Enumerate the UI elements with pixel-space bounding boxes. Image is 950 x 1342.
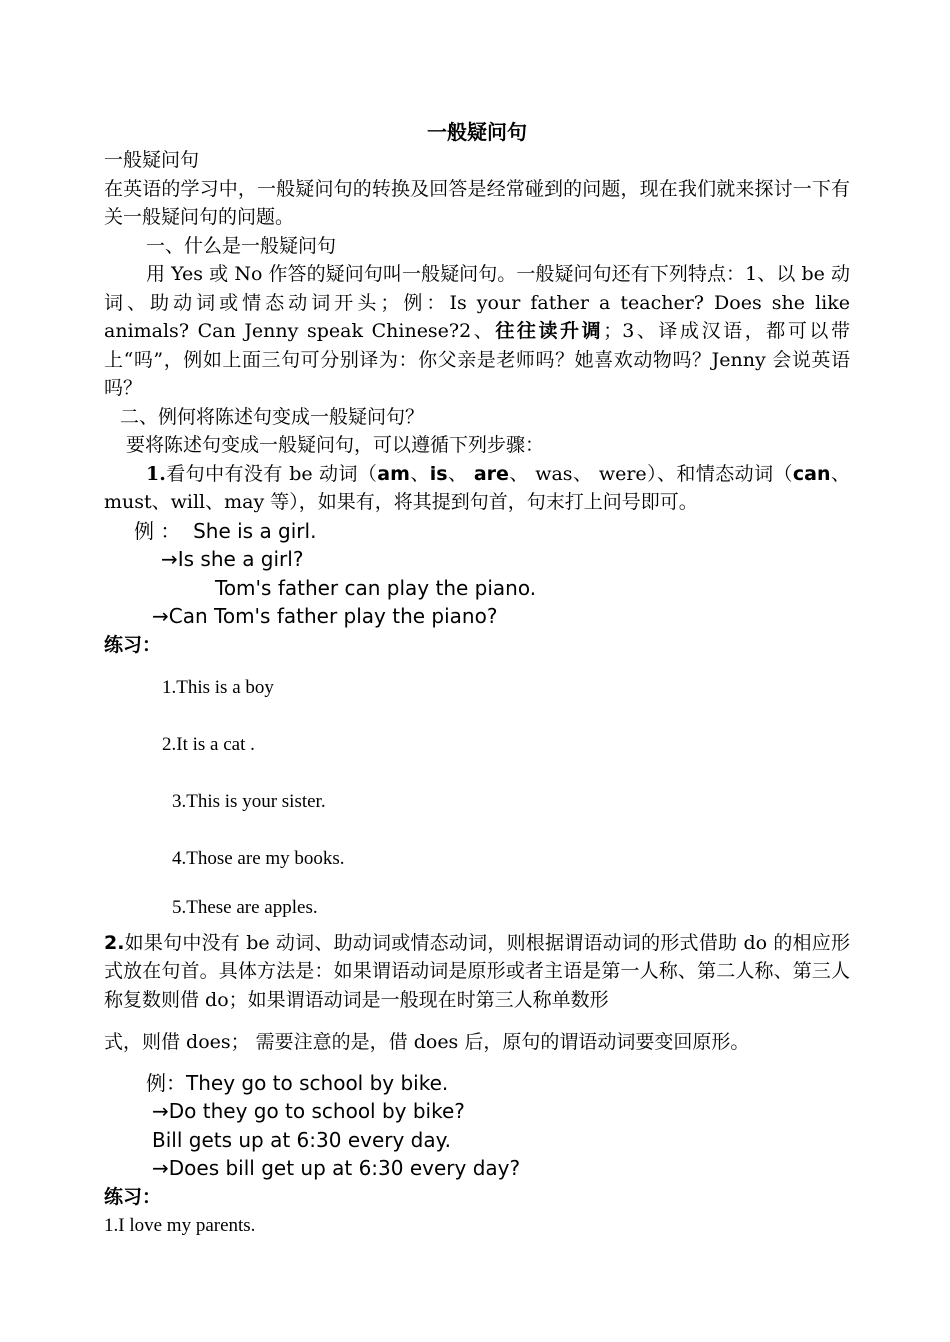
example1-statement-2: Tom's father can play the piano. bbox=[215, 575, 537, 600]
example1-question-2: →Can Tom's father play the piano? bbox=[152, 604, 498, 628]
practice1-item: 3.This is your sister. bbox=[172, 790, 326, 812]
rule1-can: can bbox=[792, 462, 831, 485]
rule2-text-a: 如果句中没有 be 动词、助动词或情态动词，则根据谓语动词的形式借助 do 的相应形式放在句首。具体方法是：如果谓语动词是原形或者主语是第一人称、第二人称、第三人称复数则借 do；如果谓语动词是一般现在时第三人称单数形 bbox=[104, 931, 850, 1011]
rule2-paragraph bbox=[104, 929, 850, 1015]
rule1-number: 1. bbox=[146, 462, 166, 485]
practice2-item: 1.I love my parents. bbox=[104, 1214, 256, 1236]
section1-text-a: 用 Yes 或 No 作答的疑问句叫一般疑问句。一般疑问句还有下列特点：1、以 be 动词、助动词或情态动词开头；例：Is your father a teacher? Does she like animals? Can Jenny speak Chinese?2、 bbox=[104, 263, 850, 342]
section2-lead: 要将陈述句变成一般疑问句，可以遵循下列步骤： bbox=[126, 434, 545, 456]
example2-s1: They go to school by bike. bbox=[186, 1070, 449, 1095]
rule1-text-3: 、must、will、may 等），如果有，将其提到句首，句末打上问号即可。 bbox=[104, 462, 850, 513]
practice1-item: 1.This is a boy bbox=[162, 676, 274, 698]
practice1-item: 4.Those are my books. bbox=[172, 847, 345, 869]
example1-statement-1 bbox=[104, 517, 850, 546]
rule1-sep-1: 、 bbox=[409, 462, 430, 485]
practice1-item: 2.It is a cat . bbox=[162, 733, 255, 755]
section2-heading: 二、例何将陈述句变成一般疑问句？ bbox=[120, 405, 425, 428]
rule1-are: are bbox=[473, 462, 509, 485]
example2-statement-2: Bill gets up at 6:30 every day. bbox=[152, 1127, 451, 1152]
section1-paragraph bbox=[104, 260, 850, 403]
example1-label: 例 ： bbox=[134, 518, 181, 543]
practice1-item: 5.These are apples. bbox=[172, 896, 318, 918]
example2-question-1: →Do they go to school by bike? bbox=[152, 1099, 465, 1123]
rule1-is: is bbox=[429, 462, 448, 485]
section1-bold: 往往读升调 bbox=[495, 320, 604, 342]
example1-question-1: →Is she a girl? bbox=[161, 547, 304, 571]
section1-text-b: ；3、译成汉语，都可以带上“吗”，例如上面三句可分别译为：你父亲是老师吗？她喜欢动物吗？Jenny 会说英语吗？ bbox=[104, 320, 850, 399]
rule1-text-2: 、 was、 were）、和情态动词（ bbox=[508, 462, 793, 485]
practice-label-1: 练习： bbox=[104, 633, 162, 656]
rule2-number: 2. bbox=[104, 931, 125, 954]
example1-s1: She is a girl. bbox=[193, 518, 317, 543]
section1-heading: 一、什么是一般疑问句 bbox=[146, 234, 337, 257]
subtitle: 一般疑问句 bbox=[104, 149, 200, 171]
rule1-sep-2: 、 bbox=[447, 462, 474, 485]
rule1-paragraph bbox=[104, 460, 850, 517]
rule2-paragraph-end: 式，则借 does； 需要注意的是，借 does 后，原句的谓语动词要变回原形。 bbox=[104, 1031, 750, 1053]
intro-paragraph: 在英语的学习中，一般疑问句的转换及回答是经常碰到的问题，现在我们就来探讨一下有关一般疑问句的问题。 bbox=[104, 177, 850, 228]
example2-statement-1 bbox=[104, 1069, 850, 1098]
page-title: 一般疑问句 bbox=[427, 120, 527, 144]
rule1-am: am bbox=[377, 462, 410, 485]
document-page bbox=[104, 118, 850, 1241]
practice-label-2: 练习： bbox=[104, 1185, 162, 1208]
example2-label: 例： bbox=[146, 1070, 186, 1095]
example2-question-2: →Does bill get up at 6:30 every day? bbox=[152, 1156, 521, 1180]
rule1-text-1: 看句中有没有 be 动词（ bbox=[165, 462, 378, 485]
